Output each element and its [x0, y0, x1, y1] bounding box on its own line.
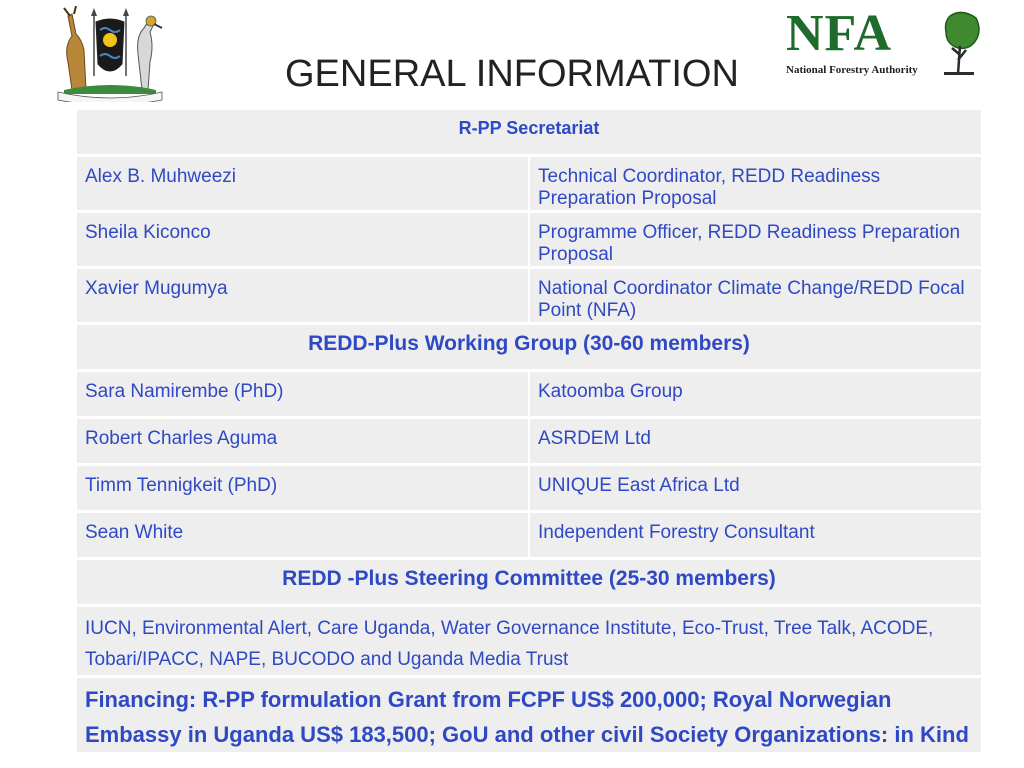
table-row — [77, 211, 981, 267]
table-row — [77, 605, 981, 676]
table-row — [77, 417, 981, 464]
table-row — [77, 110, 981, 155]
member-name: Sheila Kiconco — [77, 211, 529, 267]
table-row — [77, 676, 981, 752]
member-name: Alex B. Muhweezi — [77, 155, 529, 211]
member-name: Sara Namirembe (PhD) — [77, 370, 529, 417]
table-row — [77, 323, 981, 370]
member-name: Robert Charles Aguma — [77, 417, 529, 464]
table-row — [77, 558, 981, 605]
member-name: Sean White — [77, 511, 529, 558]
section-heading-steering-committee: REDD -Plus Steering Committee (25-30 members) — [77, 558, 981, 605]
member-role: Independent Forestry Consultant — [529, 511, 981, 558]
uganda-coat-of-arms-logo — [50, 6, 170, 102]
member-role: ASRDEM Ltd — [529, 417, 981, 464]
section-heading-secretariat: R-PP Secretariat — [77, 110, 981, 155]
tree-icon — [936, 8, 986, 78]
member-name: Timm Tennigkeit (PhD) — [77, 464, 529, 511]
nfa-logo-subtitle: National Forestry Authority — [786, 64, 918, 76]
financing-statement: Financing: R-PP formulation Grant from FCPF US$ 200,000; Royal Norwegian Embassy in Uganda US$ 183,500; GoU and other civil Society Organizations: in Kind — [77, 676, 981, 752]
table-row — [77, 370, 981, 417]
section-heading-working-group: REDD-Plus Working Group (30-60 members) — [77, 323, 981, 370]
member-role: Technical Coordinator, REDD Readiness Preparation Proposal — [529, 155, 981, 211]
member-name: Xavier Mugumya — [77, 267, 529, 323]
steering-committee-members: IUCN, Environmental Alert, Care Uganda, Water Governance Institute, Eco-Trust, Tree Talk, ACODE, Tobari/IPACC, NAPE, BUCODO and Uganda Media Trust — [77, 605, 981, 676]
general-information-table — [77, 110, 981, 752]
member-role: Katoomba Group — [529, 370, 981, 417]
member-role: National Coordinator Climate Change/REDD Focal Point (NFA) — [529, 267, 981, 323]
member-role: UNIQUE East Africa Ltd — [529, 464, 981, 511]
nfa-logo-letters: NFA — [786, 5, 893, 62]
page-title: GENERAL INFORMATION — [285, 53, 739, 95]
nfa-logo — [786, 5, 986, 82]
member-role: Programme Officer, REDD Readiness Preparation Proposal — [529, 211, 981, 267]
table-row — [77, 511, 981, 558]
table-row — [77, 155, 981, 211]
table-row — [77, 464, 981, 511]
table-row — [77, 267, 981, 323]
